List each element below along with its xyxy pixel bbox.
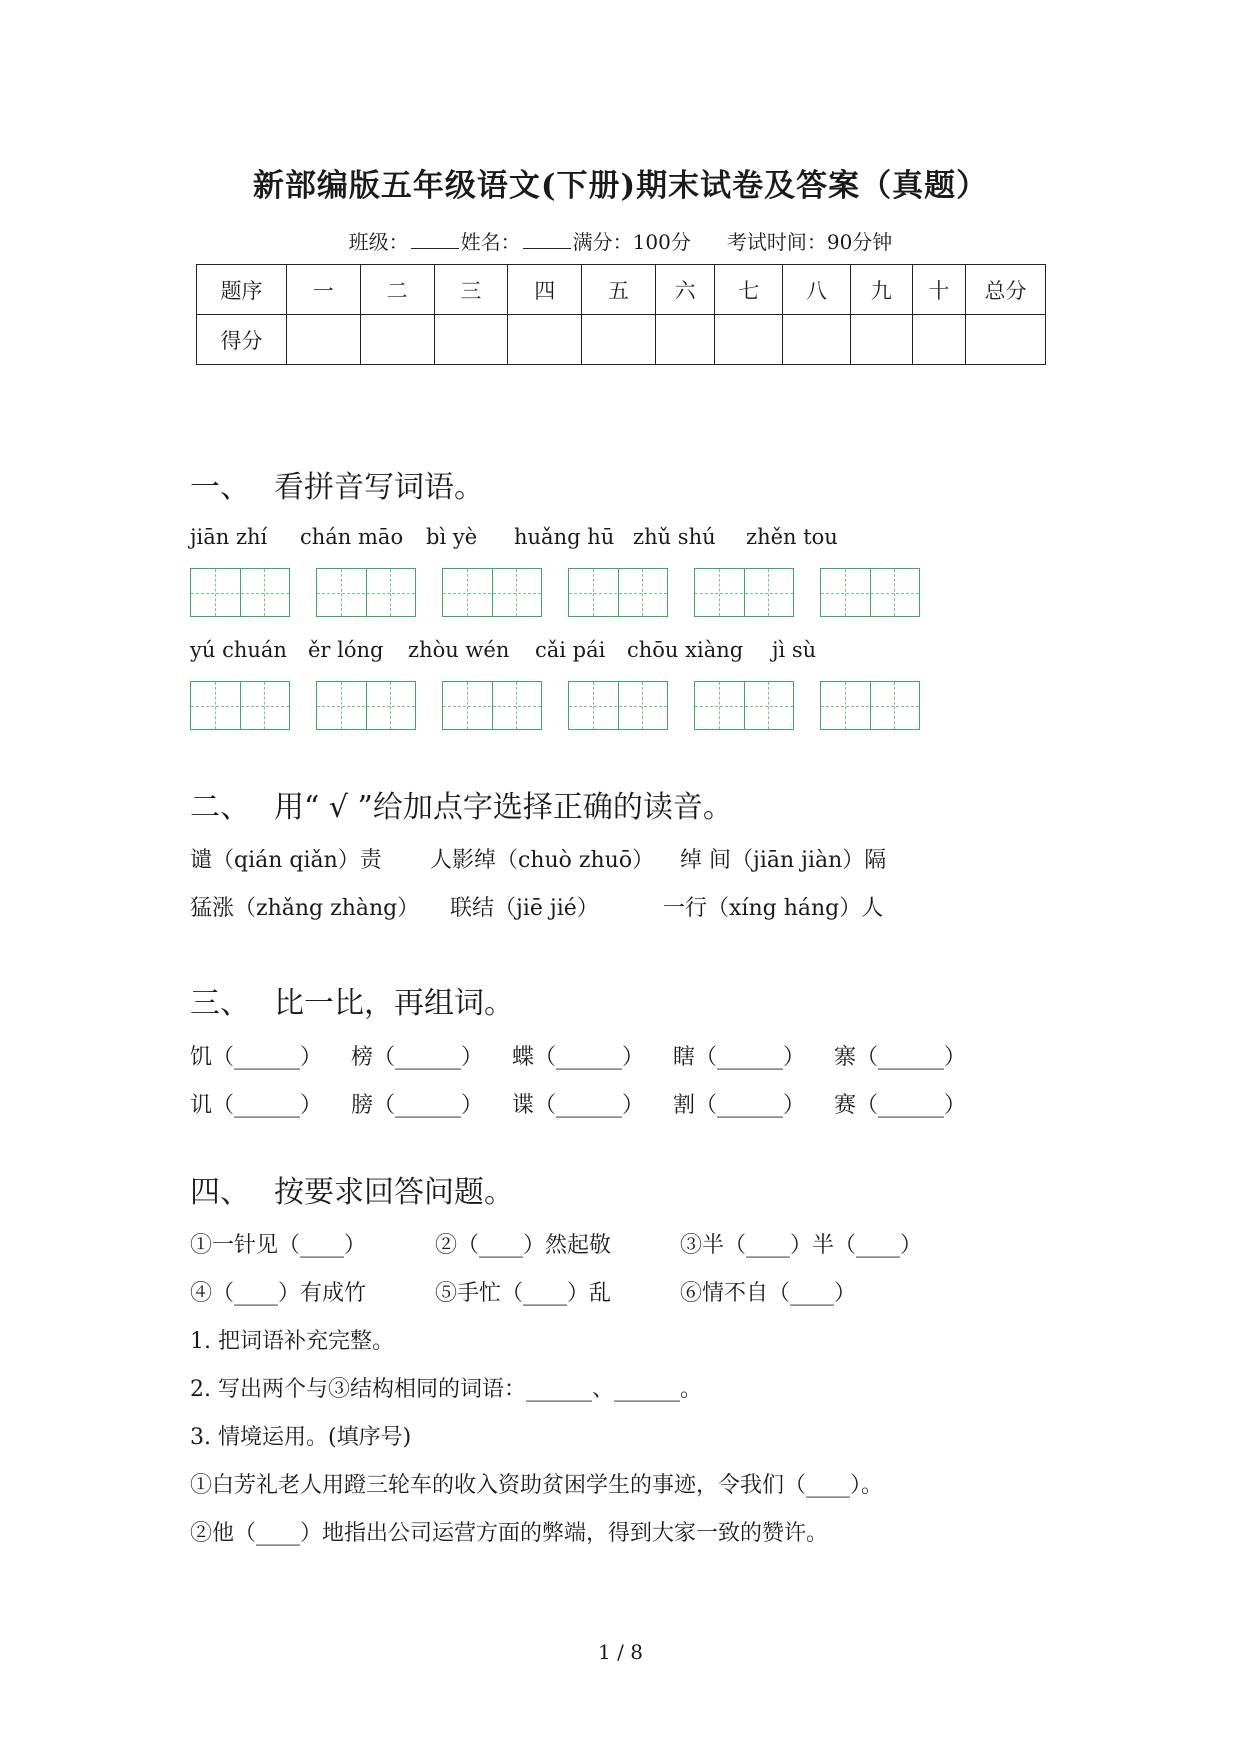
section-title: 用“ √ ”给加点字选择正确的读音。 xyxy=(274,790,733,825)
reading-choice[interactable]: 谴（qián qiǎn）责 xyxy=(190,848,382,873)
name-label: 姓名： xyxy=(460,230,521,254)
section-number: 二、 xyxy=(190,790,250,825)
score-cell[interactable] xyxy=(912,315,966,365)
pinyin-item: zhěn tou xyxy=(746,525,838,549)
reading-choice[interactable]: 猛涨（zhǎng zhàng） xyxy=(190,896,420,921)
writing-box[interactable] xyxy=(190,681,290,730)
student-info-line xyxy=(0,226,1241,255)
pinyin-item: bì yè xyxy=(426,525,478,549)
score-cell[interactable] xyxy=(286,315,360,365)
idiom-blank[interactable]: ⑥情不自（____） xyxy=(680,1281,857,1306)
word-pair-item[interactable]: 谍（______） xyxy=(512,1093,645,1118)
word-pair-item[interactable]: 寨（______） xyxy=(834,1045,967,1070)
writing-box[interactable] xyxy=(190,568,290,617)
section-number: 四、 xyxy=(190,1175,250,1210)
writing-box[interactable] xyxy=(820,568,920,617)
pinyin-item: zhǔ shú xyxy=(633,525,716,549)
header-cell: 七 xyxy=(715,265,783,315)
section-1-heading xyxy=(190,462,484,506)
section-title: 比一比，再组词。 xyxy=(274,986,514,1021)
section-4-heading xyxy=(190,1167,514,1211)
score-cell[interactable] xyxy=(850,315,912,365)
score-cell[interactable] xyxy=(508,315,582,365)
question-3a[interactable]: ①白芳礼老人用蹬三轮车的收入资助贫困学生的事迹，令我们（____）。 xyxy=(190,1473,884,1498)
pinyin-item: yú chuán xyxy=(190,638,287,662)
header-cell: 题序 xyxy=(197,265,287,315)
idiom-blank[interactable]: ②（____）然起敬 xyxy=(435,1233,612,1258)
writing-box[interactable] xyxy=(568,568,668,617)
word-pair-item[interactable]: 榜（______） xyxy=(351,1045,484,1070)
word-pair-item[interactable]: 饥（______） xyxy=(190,1045,323,1070)
word-pair-item[interactable]: 蝶（______） xyxy=(512,1045,645,1070)
header-cell: 总分 xyxy=(966,265,1046,315)
score-cell[interactable] xyxy=(582,315,656,365)
pinyin-item: jì sù xyxy=(772,638,817,662)
section-title: 按要求回答问题。 xyxy=(274,1175,514,1210)
reading-choice[interactable]: 人影绰（chuò zhuō） xyxy=(430,848,655,873)
reading-choice[interactable]: 绰 间（jiān jiàn）隔 xyxy=(680,848,887,873)
question-1: 1. 把词语补充完整。 xyxy=(190,1329,394,1354)
writing-box[interactable] xyxy=(442,681,542,730)
header-cell: 四 xyxy=(508,265,582,315)
writing-grid-row-1 xyxy=(190,568,950,619)
score-table-score-row xyxy=(197,315,1046,365)
question-3: 3. 情境运用。(填序号) xyxy=(190,1425,412,1450)
score-table-header-row xyxy=(197,265,1046,315)
class-blank[interactable] xyxy=(411,230,459,249)
header-cell: 十 xyxy=(912,265,966,315)
idiom-blank[interactable]: ④（____）有成竹 xyxy=(190,1281,367,1306)
score-cell[interactable] xyxy=(783,315,851,365)
section-3-heading xyxy=(190,978,514,1022)
header-cell: 九 xyxy=(850,265,912,315)
pinyin-item: zhòu wén xyxy=(408,638,510,662)
row-label: 得分 xyxy=(197,315,287,365)
header-cell: 二 xyxy=(360,265,434,315)
pinyin-item: chán māo xyxy=(300,525,404,549)
reading-choice[interactable]: 联结（jiē jié） xyxy=(450,896,599,921)
word-pair-item[interactable]: 膀（______） xyxy=(351,1093,484,1118)
section-number: 三、 xyxy=(190,986,250,1021)
writing-box[interactable] xyxy=(820,681,920,730)
writing-box[interactable] xyxy=(442,568,542,617)
pinyin-item: cǎi pái xyxy=(535,638,606,662)
idiom-blank[interactable]: ⑤手忙（____）乱 xyxy=(435,1281,612,1306)
header-cell: 六 xyxy=(655,265,715,315)
score-cell[interactable] xyxy=(360,315,434,365)
score-cell[interactable] xyxy=(655,315,715,365)
header-cell: 五 xyxy=(582,265,656,315)
class-label: 班级： xyxy=(348,230,409,254)
question-2[interactable]: 2. 写出两个与③结构相同的词语：______、______。 xyxy=(190,1377,702,1402)
pinyin-item: ěr lóng xyxy=(308,638,384,662)
writing-box[interactable] xyxy=(316,568,416,617)
idiom-blank[interactable]: ①一针见（____） xyxy=(190,1233,367,1258)
score-cell[interactable] xyxy=(434,315,508,365)
word-pair-item[interactable]: 割（______） xyxy=(673,1093,806,1118)
header-cell: 一 xyxy=(286,265,360,315)
exam-time: 考试时间：90分钟 xyxy=(726,230,893,254)
pinyin-item: jiān zhí xyxy=(190,525,268,549)
word-pair-item[interactable]: 瞎（______） xyxy=(673,1045,806,1070)
page-number: 1 / 8 xyxy=(598,1640,643,1664)
section-number: 一、 xyxy=(190,470,250,505)
writing-box[interactable] xyxy=(694,681,794,730)
header-cell: 八 xyxy=(783,265,851,315)
writing-grid-row-2 xyxy=(190,681,950,732)
full-score: 满分：100分 xyxy=(572,230,691,254)
header-cell: 三 xyxy=(434,265,508,315)
score-cell[interactable] xyxy=(715,315,783,365)
idiom-blank[interactable]: ③半（____）半（____） xyxy=(680,1233,923,1258)
word-pair-item[interactable]: 讥（______） xyxy=(190,1093,323,1118)
pinyin-item: chōu xiàng xyxy=(627,638,744,662)
word-pair-item[interactable]: 赛（______） xyxy=(834,1093,967,1118)
writing-box[interactable] xyxy=(316,681,416,730)
pinyin-item: huǎng hū xyxy=(514,525,615,549)
writing-box[interactable] xyxy=(568,681,668,730)
question-3b[interactable]: ②他（____）地指出公司运营方面的弊端，得到大家一致的赞许。 xyxy=(190,1521,829,1546)
score-cell[interactable] xyxy=(966,315,1046,365)
page-title: 新部编版五年级语文(下册)期末试卷及答案（真题） xyxy=(252,168,989,204)
section-2-heading xyxy=(190,782,733,826)
section-title: 看拼音写词语。 xyxy=(274,470,484,505)
reading-choice[interactable]: 一行（xíng háng）人 xyxy=(663,896,884,921)
writing-box[interactable] xyxy=(694,568,794,617)
score-table xyxy=(196,264,1046,365)
name-blank[interactable] xyxy=(523,230,571,249)
